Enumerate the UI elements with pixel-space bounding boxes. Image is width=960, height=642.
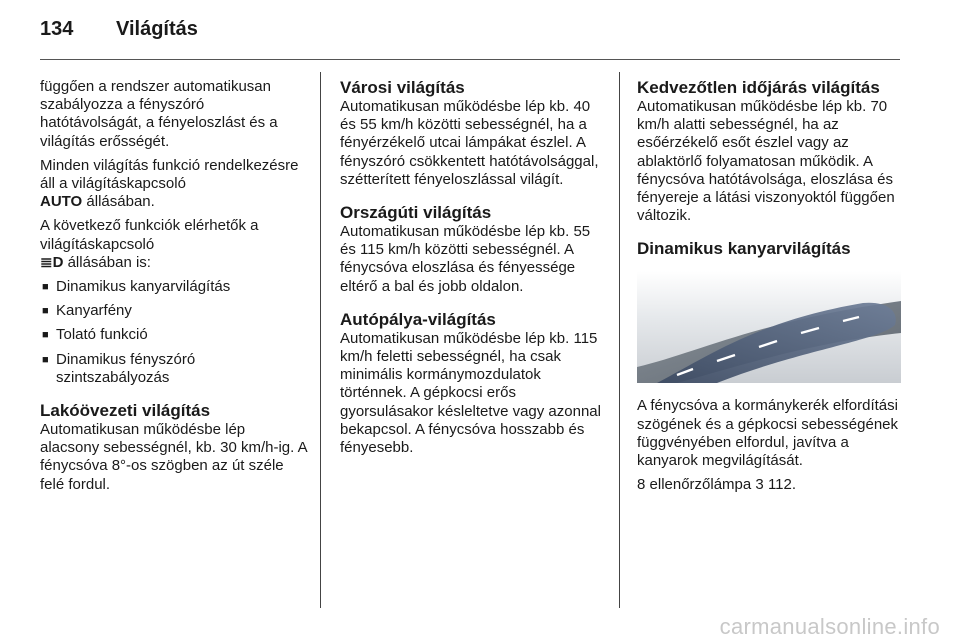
- residential-heading: Lakóövezeti világítás: [40, 401, 211, 421]
- page-reference-arrow-icon: 3: [755, 476, 764, 494]
- city-paragraph: Automatikusan működésbe lép kb. 40 és 55 km/h közötti sebességnél, ha a fényérzékelő utcai lámpákat észlel. A fényszóró csökkentett hatótávolsággal, szétterített fényeloszlással világít.: [340, 98, 599, 188]
- list-item: [40, 278, 308, 296]
- functions-paragraph: [40, 217, 308, 272]
- list-item-text: Kanyarfény: [56, 302, 132, 320]
- bullet-icon: ■: [42, 329, 49, 342]
- auto-paragraph: [40, 157, 308, 212]
- list-item: [40, 326, 308, 344]
- headlight-switch-icon: ≣D: [40, 253, 64, 271]
- function-list: [40, 278, 308, 387]
- watermark: carmanualsonline.info: [719, 614, 940, 639]
- functions-text: A következő funkciók elérhetők a világításkapcsoló: [40, 217, 259, 253]
- control-indicator-icon: 8: [637, 476, 646, 494]
- residential-paragraph: Automatikusan működésbe lép alacsony sebességnél, kb. 30 km/h-ig. A fénycsóva 8°-os szögben az út széle felé fordul.: [40, 421, 307, 493]
- auto-end-text: állásában.: [86, 193, 155, 211]
- bullet-icon: ■: [42, 281, 49, 294]
- motorway-paragraph: Automatikusan működésbe lép kb. 115 km/h feletti sebességnél, ha csak minimális kormánymozdulatok történnek. A gépkocsi erős gyorsulásakor késleltetve vagy azonnal bekapcsol. A fénycsóva hosszabb és fényesebb.: [340, 329, 601, 457]
- country-paragraph: Automatikusan működésbe lép kb. 55 és 115 km/h közötti sebességnél. A fénycsóva eloszlása és fényessége eltérő a bal és jobb oldalon.: [340, 223, 591, 295]
- list-item-text: Tolató funkció: [56, 326, 148, 344]
- list-item-text: Dinamikus fényszóró szintszabályozás: [56, 350, 196, 386]
- functions-end-text: állásában is:: [67, 253, 151, 271]
- column-3: [637, 78, 901, 500]
- indicator-text: ellenőrzőlámpa: [649, 476, 752, 494]
- city-heading: Városi világítás: [340, 78, 465, 97]
- dynamic-paragraph: A fénycsóva a kormánykerék elfordítási szögének és a gépkocsi sebességének függvényében elfordul, javítva a kanyarok megvilágítását.: [637, 397, 899, 470]
- bullet-icon: ■: [42, 305, 49, 318]
- list-item: [40, 351, 308, 387]
- auto-text: Minden világítás funkció rendelkezésre áll a világításkapcsoló: [40, 156, 299, 193]
- bullet-icon: ■: [42, 353, 49, 366]
- header-rule: [40, 59, 900, 60]
- auto-mode-label: AUTO: [40, 193, 83, 211]
- list-item: [40, 302, 308, 320]
- column-2: [340, 78, 606, 463]
- intro-paragraph: függően a rendszer automatikusan szabályozza a fényszóró hatótávolságát, a fényeloszlást és a világítás erősségét.: [40, 78, 278, 150]
- dynamic-heading: Dinamikus kanyarvilágítás: [637, 239, 851, 259]
- list-item-text: Dinamikus kanyarvilágítás: [56, 278, 231, 296]
- weather-paragraph: Automatikusan működésbe lép kb. 70 km/h alatti sebességnél, ha az esőérzékelő esőt észlel vagy az ablaktörlő folyamatosan működik. A fénycsóva hatótávolsága, eloszlása és fényereje a látási viszonyoktól függően változik.: [637, 98, 895, 225]
- weather-heading: Kedvezőtlen időjárás világítás: [637, 78, 880, 97]
- column-divider: [619, 72, 620, 608]
- page-title: Világítás: [116, 18, 198, 40]
- indicator-reference: [637, 476, 901, 494]
- page-reference-link[interactable]: 112.: [767, 476, 797, 494]
- curve-lighting-illustration: [637, 271, 901, 383]
- column-divider: [320, 72, 321, 608]
- country-heading: Országúti világítás: [340, 203, 492, 223]
- page-number: 134: [40, 18, 74, 40]
- motorway-heading: Autópálya-világítás: [340, 309, 496, 329]
- column-1: [40, 78, 308, 500]
